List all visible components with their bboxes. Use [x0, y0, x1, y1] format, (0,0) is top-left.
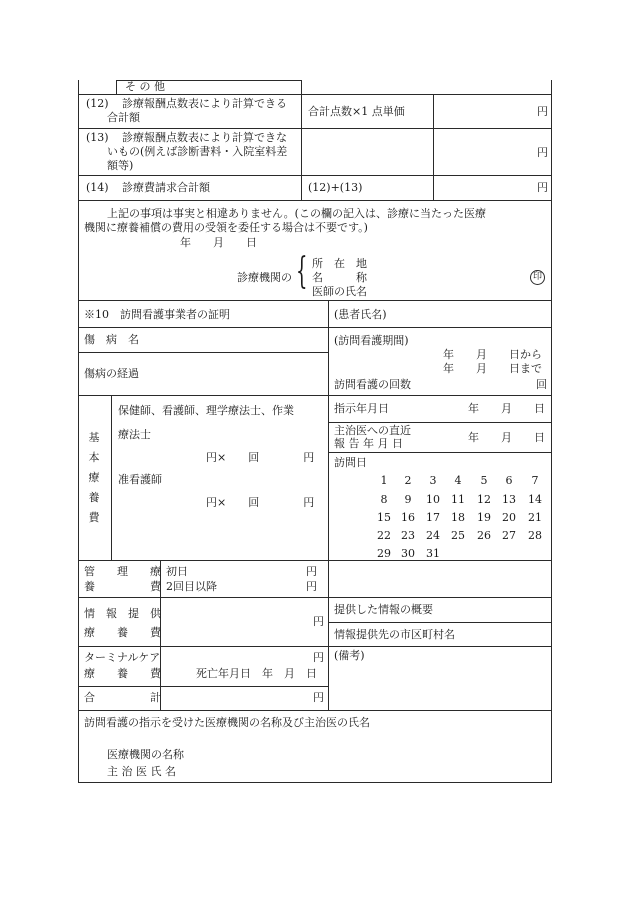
visit-day: 12 — [477, 493, 491, 506]
doctor-name-label: 主 治 医 氏 名 — [107, 765, 176, 778]
row13-label-3: 額等) — [107, 159, 134, 172]
cert-line-2: 機関に療養補償の費用の受領を委任する場合は不要です。) — [84, 221, 368, 234]
row12-label-2: 合計額 — [107, 111, 140, 124]
visit-day: 2 — [404, 474, 412, 487]
visit-day: 5 — [480, 474, 488, 487]
visit-count-label: 訪問看護の回数 — [334, 378, 411, 391]
visit-day: 16 — [401, 511, 415, 524]
visit-days-label: 訪問日 — [334, 456, 367, 469]
visit-day: 11 — [451, 493, 465, 506]
first-day-yen: 円 — [306, 565, 317, 578]
visit-day: 26 — [477, 529, 491, 542]
visit-day: 4 — [454, 474, 462, 487]
cert-line-1: 上記の事項は事実と相違ありません。(この欄の記入は、診療に当たった医療 — [107, 207, 486, 220]
visit-day: 6 — [505, 474, 513, 487]
total-yen: 円 — [313, 691, 324, 704]
report-date-value: 年 月 日 — [468, 431, 545, 444]
death-date-label: 死亡年月日 年 月 日 — [196, 667, 317, 680]
patient-name-label: (患者氏名) — [334, 308, 387, 321]
visit-day: 31 — [426, 547, 440, 560]
visit-day: 15 — [377, 511, 391, 524]
address-label: 所 在 地 — [312, 257, 367, 270]
info-city-label: 情報提供先の市区町村名 — [334, 628, 455, 641]
visit-day: 7 — [531, 474, 539, 487]
seal-icon: 印 — [530, 270, 545, 285]
visit-day: 22 — [377, 529, 391, 542]
nurse-label-1: 保健師、看護師、理学療法士、作業 — [118, 404, 294, 417]
doctor-label: 医師の氏名 — [312, 285, 367, 298]
visit-day: 23 — [401, 529, 415, 542]
visit-day: 18 — [451, 511, 465, 524]
report-label-2: 報 告 年 月 日 — [334, 437, 403, 450]
visit-day: 27 — [502, 529, 516, 542]
assoc-nurse-rate: 円× 回 円 — [206, 496, 315, 509]
visit-day: 24 — [426, 529, 440, 542]
row12-yen: 円 — [537, 105, 548, 118]
visit-day: 14 — [528, 493, 542, 506]
row12-label-1: 診療報酬点数表により計算できる — [122, 97, 287, 110]
row14-label: 診療費請求合計額 — [122, 181, 210, 194]
period-label: (訪問看護期間) — [334, 334, 409, 347]
sonota-label: そ の 他 — [125, 80, 165, 93]
terminal-yen: 円 — [313, 651, 324, 664]
second-day-yen: 円 — [306, 580, 317, 593]
visit-day: 29 — [377, 547, 391, 560]
basic-fee-label: 基本療養費 — [88, 431, 100, 524]
brace-icon: { — [296, 251, 308, 292]
order-date-value: 年 月 日 — [468, 402, 545, 415]
row14-yen: 円 — [537, 181, 548, 194]
visit-day: 25 — [451, 529, 465, 542]
visit-title: ※10 訪問看護事業者の証明 — [84, 308, 230, 321]
period-to: 年 月 日まで — [443, 362, 542, 375]
course-label: 傷病の経過 — [84, 367, 139, 380]
info-fee-yen: 円 — [313, 615, 324, 628]
visit-day: 3 — [429, 474, 437, 487]
assoc-nurse-label: 准看護師 — [118, 473, 162, 486]
nurse-label-2: 療法士 — [118, 428, 151, 441]
cert-date: 年 月 日 — [180, 236, 257, 249]
institution-name-label: 医療機関の名称 — [107, 748, 184, 761]
visit-day: 1 — [380, 474, 388, 487]
order-date-label: 指示年月日 — [334, 402, 389, 415]
instruction-label: 訪問看護の指示を受けた医療機関の名称及び主治医の氏名 — [84, 716, 370, 729]
info-summary-label: 提供した情報の概要 — [334, 603, 433, 616]
period-from: 年 月 日から — [443, 348, 542, 361]
row12-formula: 合計点数×1 点単価 — [308, 105, 405, 118]
visit-day: 9 — [404, 493, 412, 506]
visit-day: 30 — [401, 547, 415, 560]
disease-label: 傷 病 名 — [84, 333, 139, 346]
row13-label-1: 診療報酬点数表により計算できな — [122, 131, 287, 144]
visit-day: 17 — [426, 511, 440, 524]
report-label-1: 主治医への直近 — [334, 424, 411, 437]
row14-number: (14) — [86, 181, 109, 194]
row13-number: (13) — [86, 131, 109, 144]
nurse-rate: 円× 回 円 — [206, 451, 315, 464]
row14-formula: (12)+(13) — [308, 181, 363, 194]
visit-day: 21 — [528, 511, 542, 524]
visit-day: 20 — [502, 511, 516, 524]
mgmt-fee-label-1: 管 理 療 — [84, 565, 161, 578]
row13-yen: 円 — [537, 146, 548, 159]
remarks-label: (備考) — [334, 649, 365, 662]
mgmt-fee-label-2: 養 費 — [84, 580, 161, 593]
name-label: 名 称 — [312, 271, 367, 284]
visit-day: 19 — [477, 511, 491, 524]
terminal-label-2: 療 養 費 — [84, 667, 161, 680]
institution-label: 診療機関の — [237, 271, 292, 284]
first-day-label: 初日 — [166, 565, 188, 578]
info-fee-label-1: 情 報 提 供 — [84, 607, 161, 620]
visit-day: 13 — [502, 493, 516, 506]
total-label: 合 計 — [84, 691, 161, 704]
visit-count-unit: 回 — [536, 378, 547, 391]
row13-label-2: いもの(例えば診断書料・入院室料差 — [107, 145, 288, 158]
row12-number: (12) — [86, 97, 109, 110]
visit-day: 28 — [528, 529, 542, 542]
terminal-label-1: ターミナルケア — [84, 651, 161, 664]
info-fee-label-2: 療 養 費 — [84, 626, 161, 639]
second-day-label: 2回目以降 — [166, 580, 217, 593]
visit-day: 10 — [426, 493, 440, 506]
visit-day: 8 — [380, 493, 388, 506]
